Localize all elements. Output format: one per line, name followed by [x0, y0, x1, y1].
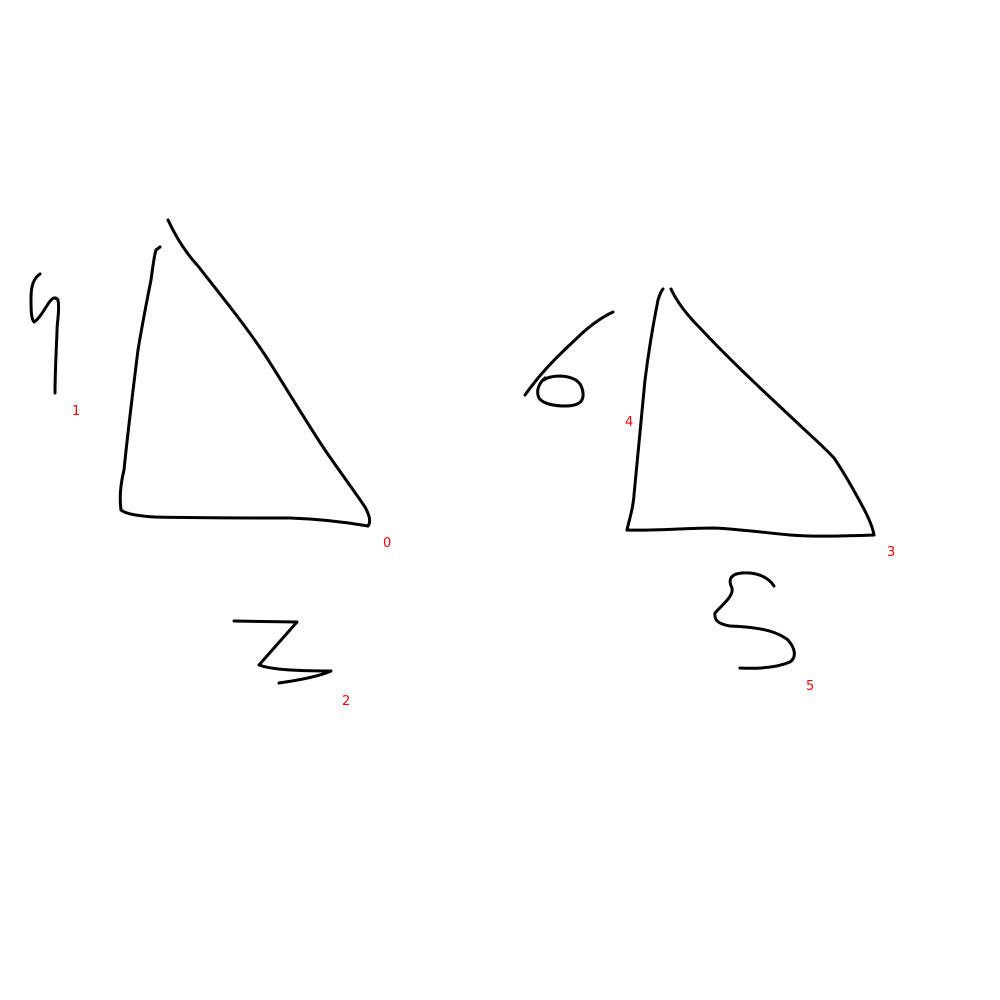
label-5: 5 [806, 679, 815, 694]
label-2: 2 [342, 694, 351, 709]
label-3: 3 [887, 545, 896, 560]
left-triangle-vertical-side [120, 247, 160, 510]
label-4: 4 [625, 415, 634, 430]
left-triangle-base [121, 510, 368, 526]
digit-glyph-1 [31, 274, 59, 393]
digit-glyph-4 [525, 312, 613, 406]
right-triangle-vertical-side [627, 289, 663, 530]
right-triangle [627, 289, 874, 536]
digit-glyph-5 [715, 573, 795, 668]
digit-glyph-2 [234, 621, 331, 683]
label-0: 0 [383, 536, 392, 551]
right-triangle-base [627, 528, 874, 536]
left-triangle [120, 220, 369, 526]
right-triangle-hypotenuse [671, 289, 874, 535]
left-triangle-hypotenuse [168, 220, 370, 526]
label-1: 1 [72, 404, 81, 419]
